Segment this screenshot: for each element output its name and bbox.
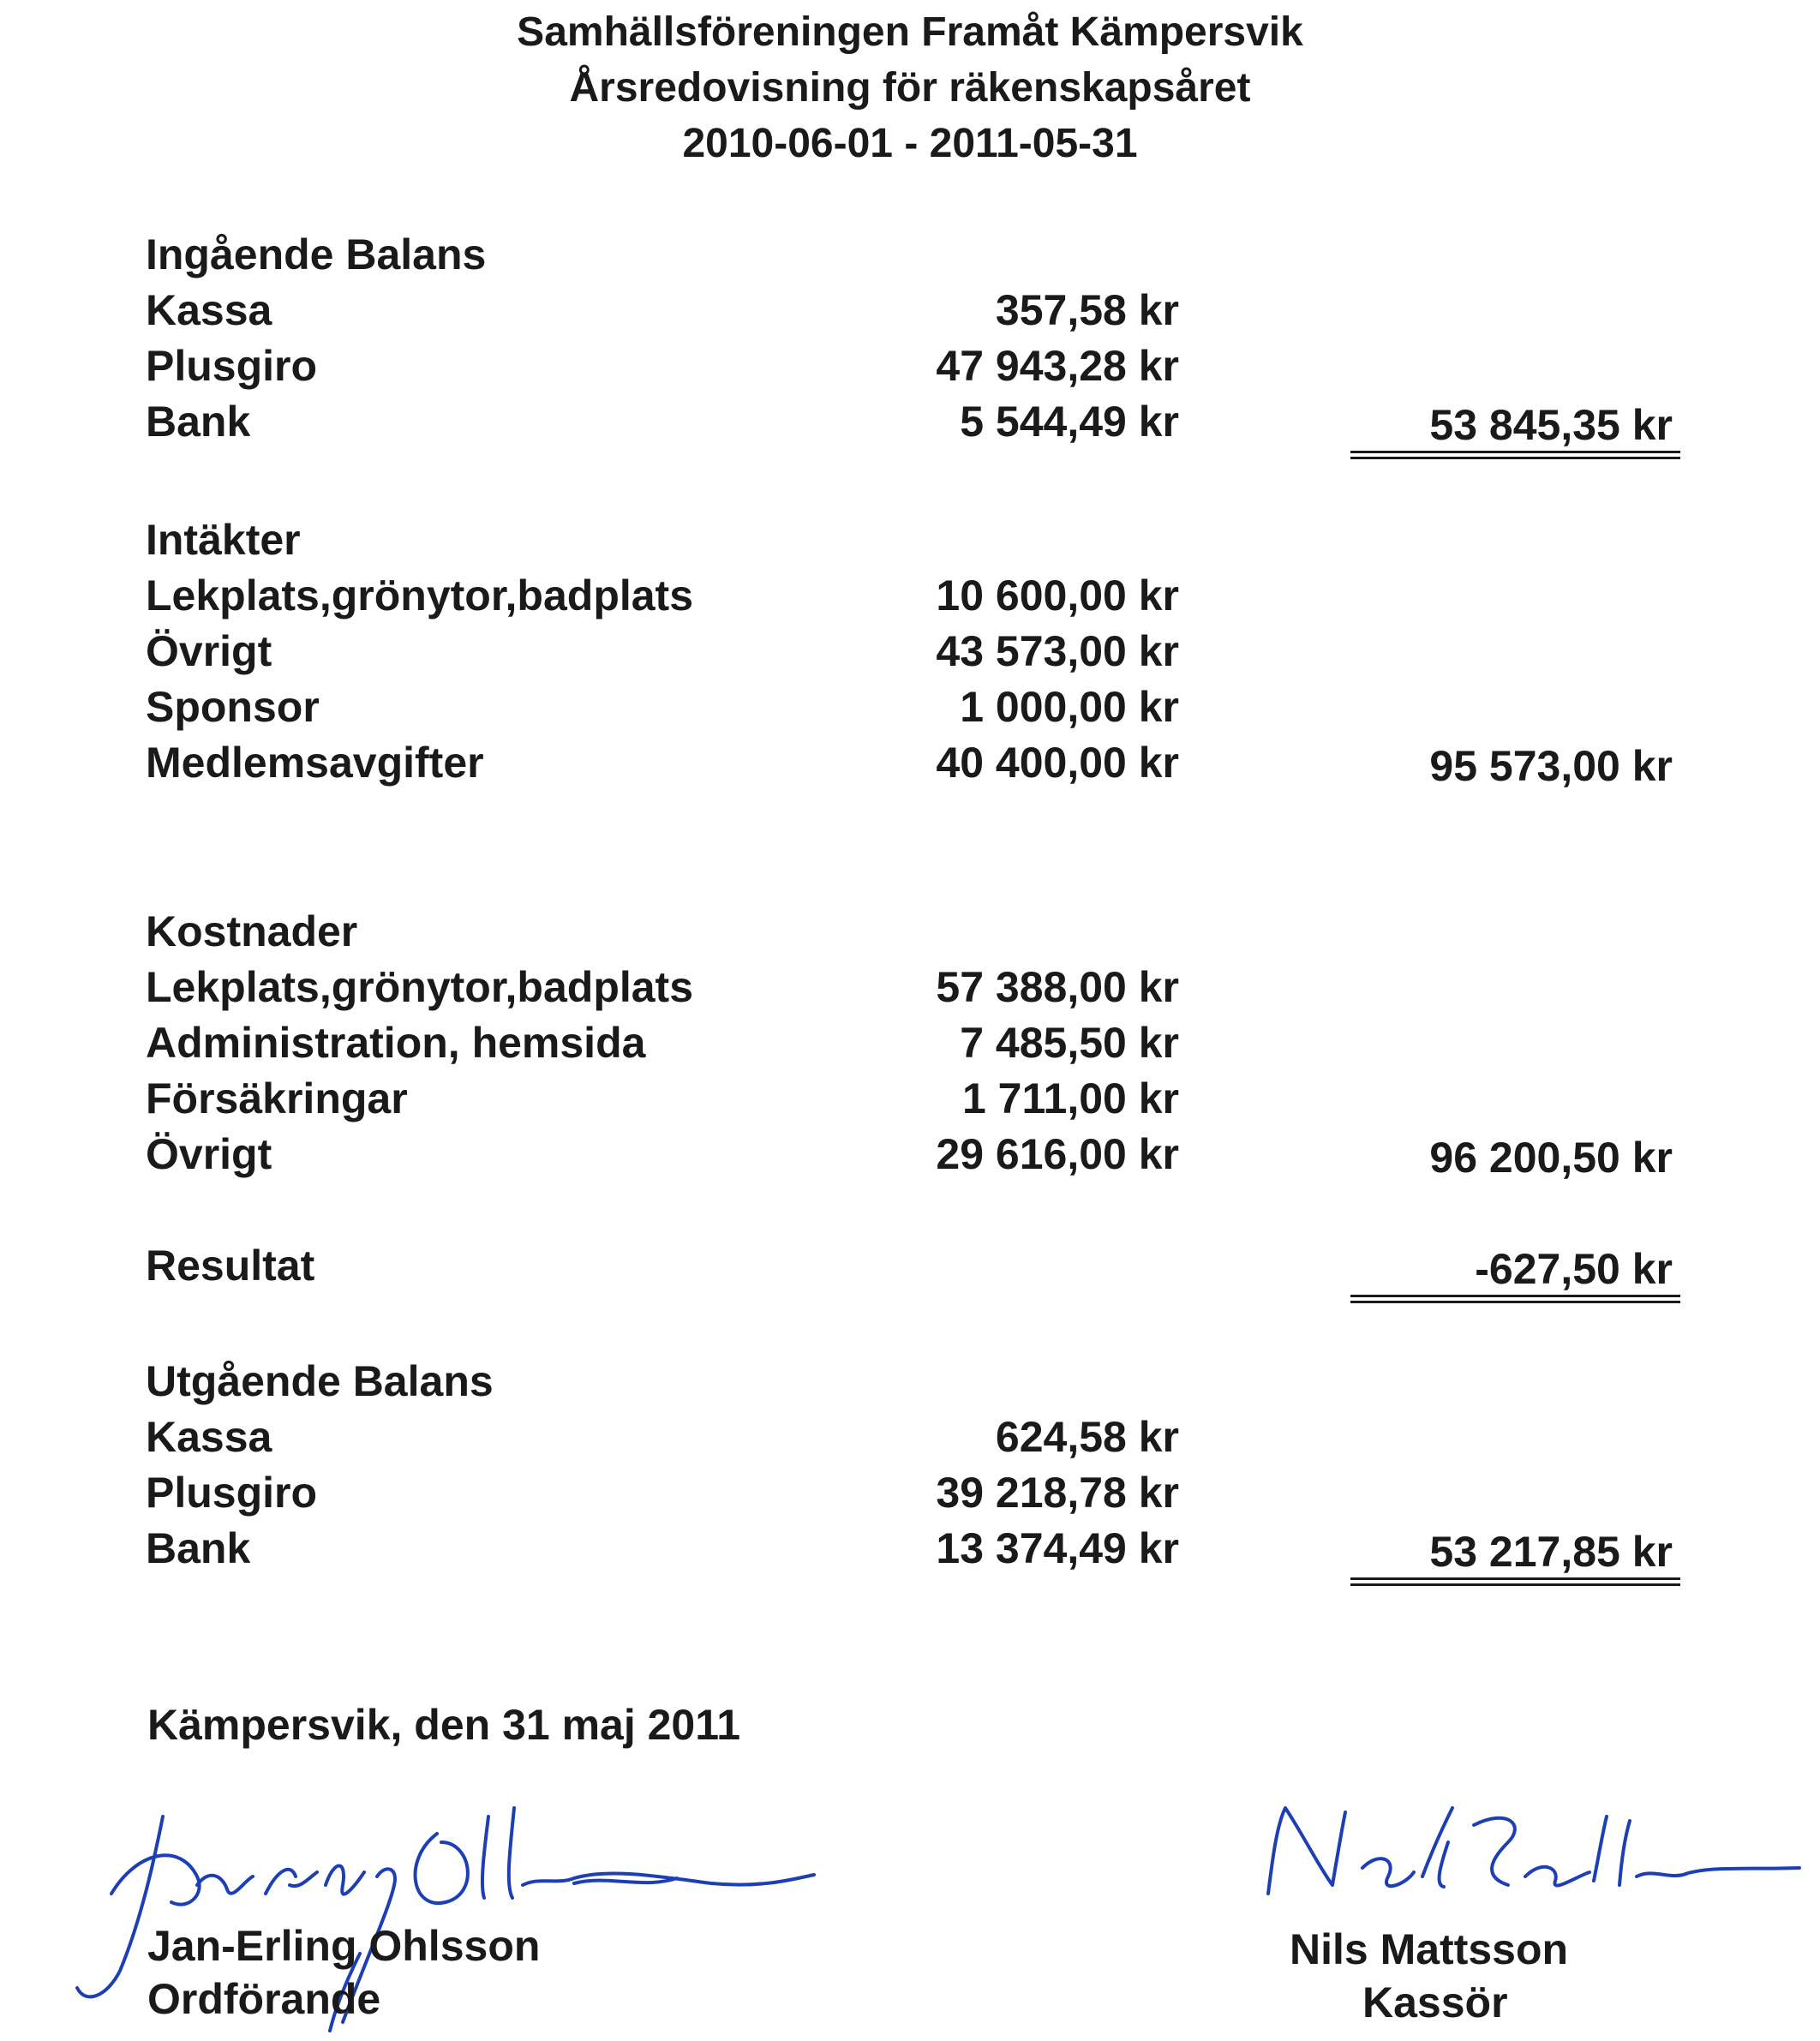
ledger-row: [0, 1071, 1820, 1127]
double-underline: [1350, 1295, 1680, 1303]
section-heading: Ingående Balans: [146, 230, 487, 278]
treasurer-role: Kassör: [1362, 1978, 1508, 2026]
row-label: Lekplats,grönytor,badplats: [146, 572, 694, 619]
row-label: Plusgiro: [146, 342, 318, 390]
row-label: Kassa: [146, 1413, 272, 1461]
row-amount: 39 218,78 kr: [936, 1469, 1179, 1517]
report-title: Årsredovisning för räkenskapsåret: [569, 65, 1251, 111]
row-amount: 624,58 kr: [995, 1413, 1179, 1461]
double-underline: [1350, 451, 1680, 459]
row-label: Medlemsavgifter: [146, 739, 484, 787]
result-section: [0, 1238, 1820, 1294]
section-total: 53 845,35 kr: [1429, 401, 1673, 449]
chairman-name: Jan-Erling Ohlsson: [147, 1922, 541, 1970]
fiscal-period: 2010-06-01 - 2011-05-31: [682, 121, 1138, 166]
row-amount: 43 573,00 kr: [936, 627, 1179, 675]
row-label: Övrigt: [146, 627, 272, 675]
treasurer-name: Nils Mattsson: [1290, 1925, 1569, 1973]
row-amount: 7 485,50 kr: [960, 1019, 1179, 1067]
row-label: Lekplats,grönytor,badplats: [146, 963, 694, 1011]
section-heading: Utgående Balans: [146, 1357, 494, 1405]
ledger-row: [0, 1521, 1820, 1577]
place-date: Kämpersvik, den 31 maj 2011: [147, 1701, 741, 1749]
chairman-role: Ordförande: [147, 1975, 381, 2023]
row-amount: 57 388,00 kr: [936, 963, 1179, 1011]
ledger-row: [0, 283, 1820, 338]
row-amount: 47 943,28 kr: [936, 342, 1179, 390]
result-total: -627,50 kr: [1475, 1245, 1673, 1293]
section-total: 96 200,50 kr: [1429, 1134, 1673, 1182]
ledger-row: [0, 960, 1820, 1015]
row-amount: 5 544,49 kr: [960, 398, 1179, 446]
expenses-section: [0, 904, 1820, 1182]
row-label: Administration, hemsida: [146, 1019, 646, 1067]
ledger-row: [0, 1015, 1820, 1071]
ledger-row: [0, 1127, 1820, 1182]
signature-right: [1251, 1791, 1817, 1919]
row-amount: 29 616,00 kr: [936, 1130, 1179, 1178]
ledger-row: [0, 679, 1820, 735]
row-label: Bank: [146, 1524, 251, 1572]
row-amount: 1 711,00 kr: [961, 1074, 1179, 1122]
row-amount: 13 374,49 kr: [936, 1524, 1179, 1572]
ledger-row: [0, 1465, 1820, 1521]
section-total: 95 573,00 kr: [1429, 742, 1673, 790]
ledger-row: [0, 1238, 1820, 1294]
section-total: 53 217,85 kr: [1429, 1528, 1673, 1576]
double-underline: [1350, 1577, 1680, 1586]
ledger-row: [0, 624, 1820, 679]
row-label: Bank: [146, 398, 251, 446]
ledger-row: [0, 568, 1820, 624]
income-section: [0, 512, 1820, 791]
opening-balance-section: [0, 227, 1820, 450]
closing-balance-section: [0, 1354, 1820, 1577]
row-label: Försäkringar: [146, 1074, 408, 1122]
row-label: Kassa: [146, 286, 272, 334]
row-amount: 357,58 kr: [995, 286, 1179, 334]
organization-title: Samhällsföreningen Framåt Kämpersvik: [517, 9, 1303, 55]
row-label: Plusgiro: [146, 1469, 318, 1517]
ledger-row: [0, 338, 1820, 394]
ledger-row: [0, 1410, 1820, 1465]
row-amount: 10 600,00 kr: [936, 572, 1179, 619]
row-amount: 40 400,00 kr: [936, 739, 1179, 787]
row-label: Sponsor: [146, 683, 320, 731]
row-label: Resultat: [146, 1242, 315, 1290]
row-amount: 1 000,00 kr: [960, 683, 1179, 731]
ledger-row: [0, 735, 1820, 791]
section-heading: Kostnader: [146, 907, 358, 955]
section-heading: Intäkter: [146, 516, 301, 564]
row-label: Övrigt: [146, 1130, 272, 1178]
ledger-row: [0, 394, 1820, 450]
